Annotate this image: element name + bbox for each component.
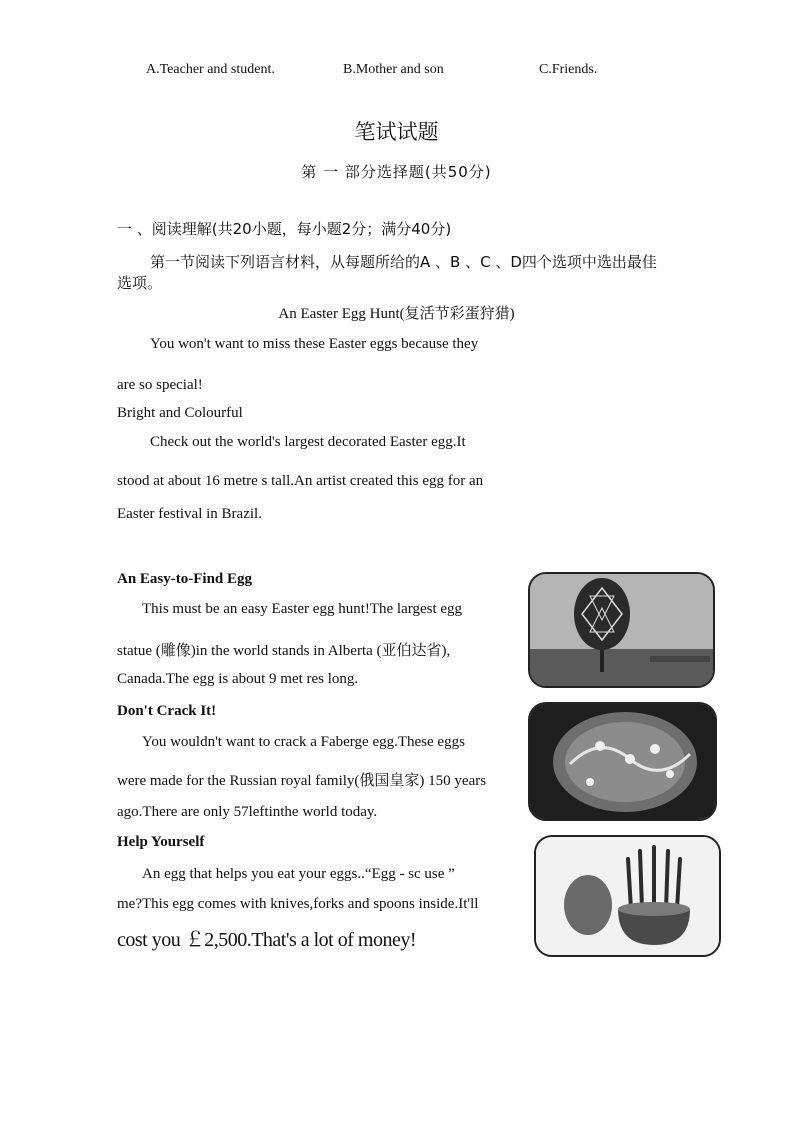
section-heading-crack: Don't Crack It! — [117, 703, 217, 719]
option-c: C.Friends. — [539, 62, 598, 77]
section-heading-easy: An Easy-to-Find Egg — [117, 571, 253, 587]
photo-egg-statue — [528, 572, 715, 688]
egg-statue-icon — [530, 574, 713, 686]
photo-faberge-egg — [528, 702, 717, 821]
p4-line-3: cost you ￡2,500.That's a lot of money! — [117, 929, 416, 951]
p3-line-2: were made for the Russian royal family(俄国皇家) 150 years — [117, 773, 487, 789]
p4-line-1: An egg that helps you eat your eggs..“Egg - sc use ” — [142, 866, 455, 882]
p2-line-3: Canada.The egg is about 9 met res long. — [117, 671, 359, 687]
page-title: 笔试试题 — [354, 120, 439, 144]
section-heading-help: Help Yourself — [117, 834, 205, 850]
intro-line-2: are so special! — [117, 377, 203, 393]
section-heading-bright: Bright and Colourful — [117, 405, 243, 421]
article-title: An Easter Egg Hunt(复活节彩蛋狩猎) — [278, 306, 515, 322]
option-a: A.Teacher and student. — [146, 62, 275, 77]
p3-line-1: You wouldn't want to crack a Faberge egg.These eggs — [142, 734, 465, 750]
faberge-egg-icon — [530, 704, 715, 819]
instruction-line-1: 第一节阅读下列语言材料，从每题所给的A 、B 、C 、D四个选项中选出最佳 — [150, 253, 657, 271]
p1-line-1: Check out the world's largest decorated Easter egg.It — [150, 434, 466, 450]
instruction-line-2: 选项。 — [117, 274, 163, 292]
p4-line-2: me?This egg comes with knives,forks and spoons inside.It'll — [117, 896, 479, 912]
p3-line-3: ago.There are only 57leftinthe world today. — [117, 804, 378, 820]
cutlery-egg-icon — [536, 837, 719, 955]
page-subtitle: 第 一 部分选择题(共50分) — [301, 163, 492, 181]
intro-line-1: You won't want to miss these Easter eggs because they — [150, 336, 479, 352]
p1-line-2: stood at about 16 metre s tall.An artist created this egg for an — [117, 473, 484, 489]
option-b: B.Mother and son — [343, 62, 444, 77]
section-heading: 一 、阅读理解(共20小题，每小题2分；满分40分) — [117, 220, 452, 238]
p2-line-1: This must be an easy Easter egg hunt!The largest egg — [142, 601, 463, 617]
photo-cutlery-egg — [534, 835, 721, 957]
p2-line-2: statue (雕像)in the world stands in Alberta (亚伯达省), — [117, 643, 451, 659]
p1-line-3: Easter festival in Brazil. — [117, 506, 262, 522]
